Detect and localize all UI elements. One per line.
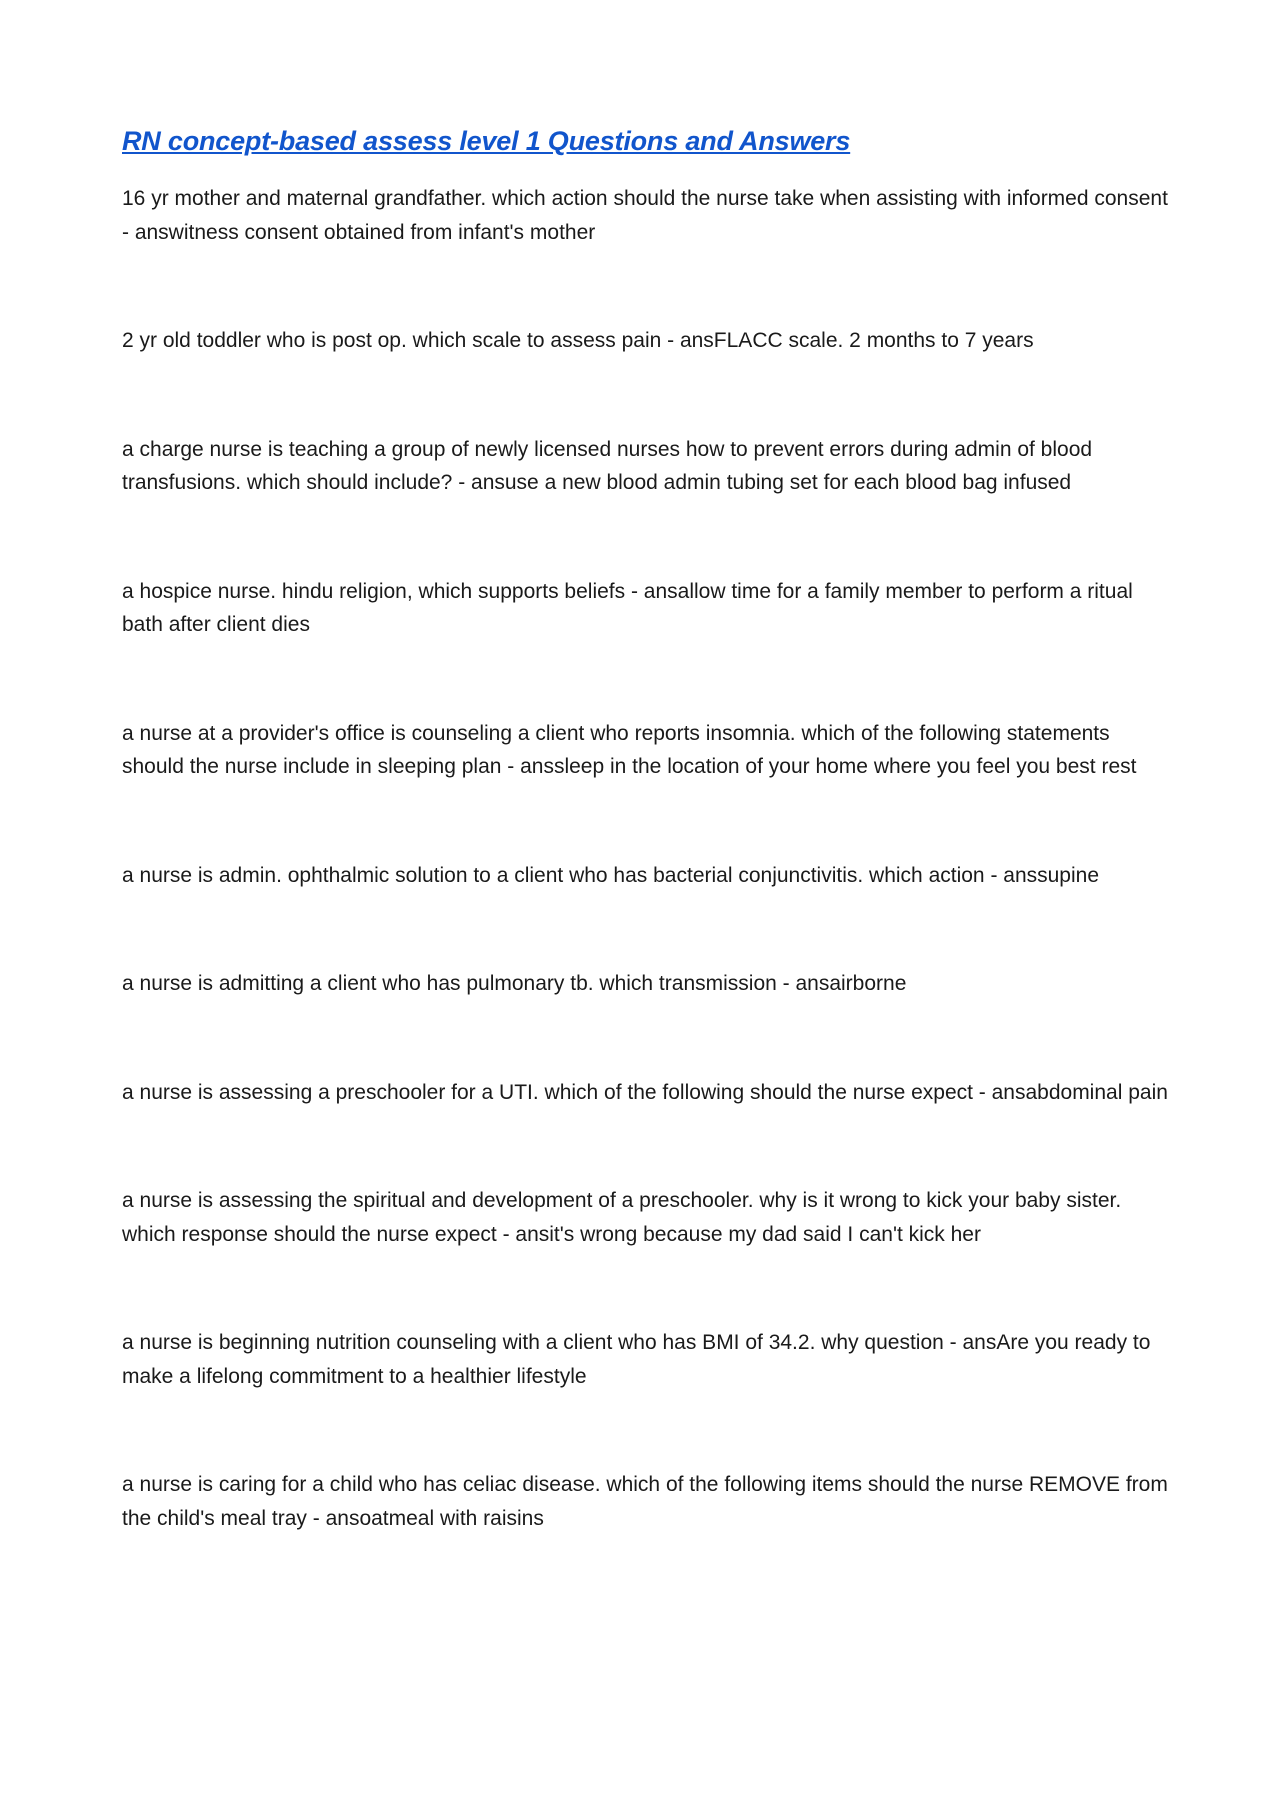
qa-item: a nurse is caring for a child who has celiac disease. which of the following items should the nurse REMOVE from the child's meal tray - ansoatmeal with raisins — [122, 1473, 1168, 1530]
qa-item: a charge nurse is teaching a group of newly licensed nurses how to prevent errors during admin of blood transfusions. which should include? - ansuse a new blood admin tubing set for each blood bag infused — [122, 437, 1093, 494]
qa-item: a nurse is assessing a preschooler for a UTI. which of the following should the nurse expect - ansabdominal pain — [122, 1080, 1168, 1104]
qa-item: 2 yr old toddler who is post op. which scale to assess pain - ansFLACC scale. 2 months to 7 years — [122, 329, 1034, 352]
qa-item: a nurse at a provider's office is counseling a client who reports insomnia. which of the following statements should the nurse include in sleeping plan - anssleep in the location of your home where you feel you best rest — [122, 721, 1137, 778]
qa-list — [122, 182, 1172, 1535]
qa-item: a nurse is assessing the spiritual and development of a preschooler. why is it wrong to kick your baby sister. which response should the nurse expect - ansit's wrong because my dad said I can't kick her — [122, 1189, 1122, 1246]
document-content — [122, 120, 1172, 1535]
qa-item: a nurse is beginning nutrition counseling with a client who has BMI of 34.2. why question - ansAre you ready to make a lifelong commitment to a healthier lifestyle — [122, 1331, 1151, 1388]
qa-item: 16 yr mother and maternal grandfather. which action should the nurse take when assisting with informed consent - answitness consent obtained from infant's mother — [122, 187, 1168, 244]
qa-item: a nurse is admin. ophthalmic solution to a client who has bacterial conjunctivitis. which action - anssupine — [122, 863, 1100, 887]
qa-item: a nurse is admitting a client who has pulmonary tb. which transmission - ansairborne — [122, 972, 907, 995]
document-title-link[interactable]: RN concept-based assess level 1 Questions and Answers — [122, 126, 851, 156]
qa-item: a hospice nurse. hindu religion, which supports beliefs - ansallow time for a family member to perform a ritual bath after client dies — [122, 579, 1133, 636]
